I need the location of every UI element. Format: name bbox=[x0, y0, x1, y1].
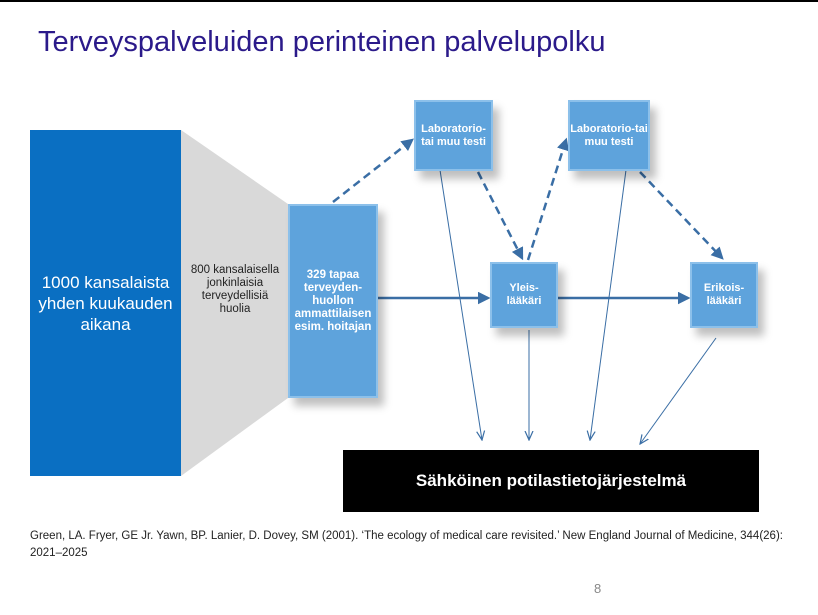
population-box bbox=[30, 130, 181, 476]
general-practitioner-box bbox=[490, 262, 558, 328]
ehr-system-label: Sähköinen potilastietojärjestelmä bbox=[415, 471, 687, 490]
professional-box bbox=[288, 204, 378, 398]
thin-arrow-lab2-to-ehr bbox=[590, 170, 626, 440]
professional-box-label: 329 tapaa terveyden-huollon ammattilaisen esim. hoitajan bbox=[294, 268, 372, 333]
lab-test-box-1 bbox=[414, 100, 493, 171]
citation-text: Green, LA. Fryer, GE Jr. Yawn, BP. Lanier, D. Dovey, SM (2001). ‘The ecology of medical care revisited.’ New England Journal of Medicine, 344(26): 2021–2025 bbox=[30, 530, 783, 559]
funnel-label: 800 kansalaisella jonkinlaisia terveydellisiä huolia bbox=[190, 264, 280, 315]
dashed-arrow-lab2-to-specialist bbox=[640, 172, 722, 258]
lab-test-box-1-label: Laboratorio-tai muu testi bbox=[421, 122, 486, 148]
specialist-label: Erikois-lääkäri bbox=[703, 282, 745, 307]
dashed-arrow-lab1-to-gp bbox=[478, 172, 522, 258]
thin-arrow-lab1-to-ehr bbox=[440, 170, 482, 440]
lab-test-box-2-label: Laboratorio-tai muu testi bbox=[570, 122, 648, 148]
lab-test-box-2 bbox=[568, 100, 650, 171]
population-box-label: 1000 kansalaista yhden kuukauden aikana bbox=[38, 272, 173, 334]
general-practitioner-label: Yleis-lääkäri bbox=[506, 282, 542, 307]
ehr-system-box bbox=[343, 450, 759, 512]
slide-title: Terveyspalveluiden perinteinen palvelupolku bbox=[38, 26, 606, 58]
dashed-arrow-to-lab-1 bbox=[333, 140, 412, 202]
dashed-arrow-gp-to-lab2 bbox=[528, 140, 566, 260]
specialist-box bbox=[690, 262, 758, 328]
page-number: 8 bbox=[594, 581, 602, 596]
thin-arrow-specialist-to-ehr bbox=[640, 338, 716, 444]
